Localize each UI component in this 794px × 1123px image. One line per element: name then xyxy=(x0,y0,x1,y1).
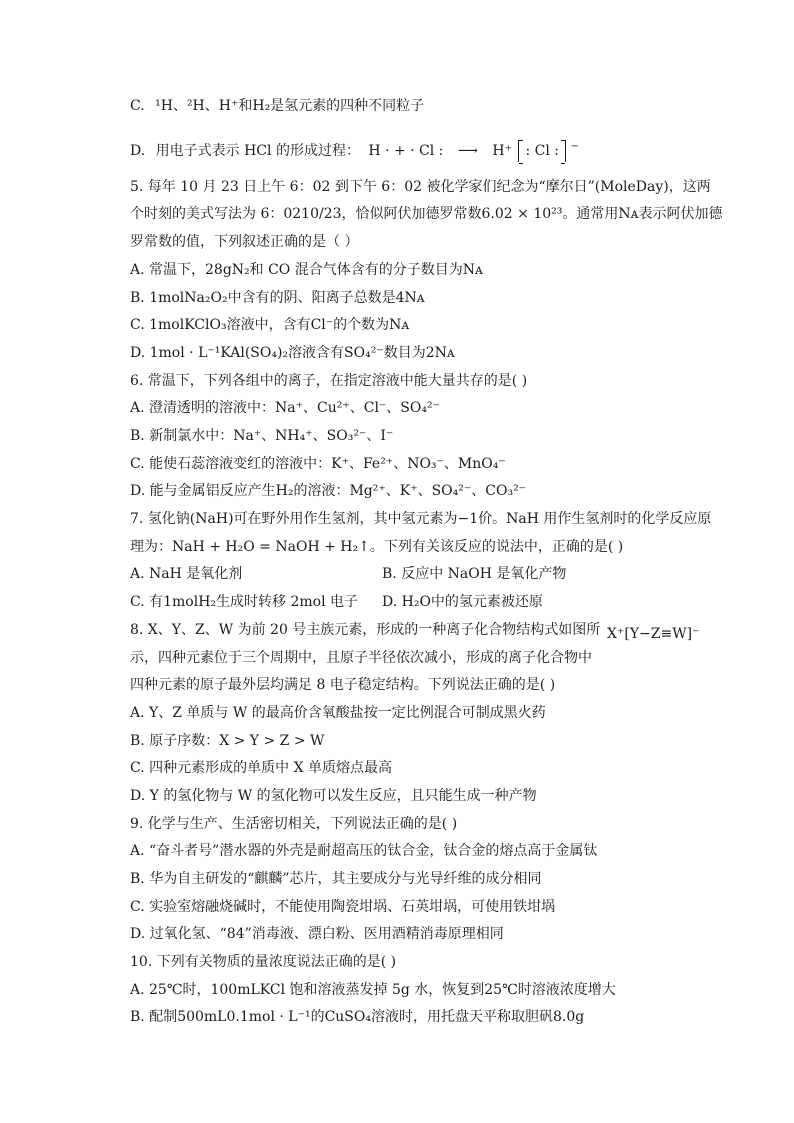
q6-option-d: D. 能与金属铝反应产生H₂的溶液：Mg²⁺、K⁺、SO₄²⁻、CO₃²⁻ xyxy=(130,483,527,499)
q9-option-b: B. 华为自主研发的“麒麟”芯片，其主要成分与光导纤维的成分相同 xyxy=(130,871,542,887)
q7-option-b: B. 反应中 NaOH 是氧化产物 xyxy=(382,566,567,582)
lewis-reactants: H · + · Cl : xyxy=(368,143,444,159)
q8-option-b: B. 原子序数：X > Y > Z > W xyxy=(130,733,325,749)
q5-option-a: A. 常温下，28gN₂和 CO 混合气体含有的分子数目为Nᴀ xyxy=(130,262,483,278)
lewis-cl-ion: : Cl : xyxy=(525,143,559,159)
q10-stem: 10. 下列有关物质的量浓度说法正确的是( ) xyxy=(130,954,397,970)
option-d-line xyxy=(130,137,579,162)
q9-option-d: D. 过氧化氢、“84”消毒液、漂白粉、医用酒精消毒原理相同 xyxy=(130,926,504,942)
q8-option-a: A. Y、Z 单质与 W 的最高价含氧酸盐按一定比例混合可制成黑火药 xyxy=(130,705,546,721)
q7-option-a: A. NaH 是氧化剂 xyxy=(130,566,243,582)
q8-structure-formula: X⁺[Y−Z≡W]⁻ xyxy=(607,626,700,642)
q8-option-d: D. Y 的氢化物与 W 的氢化物可以发生反应，且只能生成一种产物 xyxy=(130,788,537,804)
q5-option-d: D. 1mol · L⁻¹KAl(SO₄)₂溶液含有SO₄²⁻数目为2Nᴀ xyxy=(130,345,455,361)
q8-stem-line1: 8. X、Y、Z、W 为前 20 号主族元素，形成的一种离子化合物结构式如图所 xyxy=(130,622,601,638)
q8-stem-line2: 示，四种元素位于三个周期中，且原子半径依次减小，形成的离子化合物中 xyxy=(130,650,592,666)
q5-stem-line2: 个时刻的美式写法为 6：0210/23，恰似阿伏加德罗常数6.02 × 10²³。通常用Nᴀ表示阿伏加德 xyxy=(130,206,723,222)
lewis-h-ion: H⁺ xyxy=(492,143,512,159)
q8-option-c: C. 四种元素形成的单质中 X 单质熔点最高 xyxy=(130,760,392,776)
option-label: C. xyxy=(130,98,145,114)
q6-option-a: A. 澄清透明的溶液中：Na⁺、Cu²⁺、Cl⁻、SO₄²⁻ xyxy=(130,400,440,416)
q6-option-b: B. 新制氯水中：Na⁺、NH₄⁺、SO₃²⁻、I⁻ xyxy=(130,428,394,444)
option-text: 用电子式表示 HCl 的形成过程： xyxy=(155,143,360,159)
option-label: D. xyxy=(130,143,146,159)
q9-stem: 9. 化学与生产、生活密切相关，下列说法正确的是( ) xyxy=(130,816,458,832)
q7-stem-line1: 7. 氢化钠(NaH)可在野外用作生氢剂，其中氢元素为−1价。NaH 用作生氢剂时的化学反应原 xyxy=(130,511,712,527)
lewis-cl-bracket xyxy=(518,140,566,162)
q5-option-b: B. 1molNa₂O₂中含有的阴、阳离子总数是4Nᴀ xyxy=(130,290,425,306)
q9-option-c: C. 实验室熔融烧碱时，不能使用陶瓷坩埚、石英坩埚，可使用铁坩埚 xyxy=(130,899,556,915)
option-text: ¹H、²H、H⁺和H₂是氢元素的四种不同粒子 xyxy=(155,98,425,114)
q6-option-c: C. 能使石蕊溶液变红的溶液中：K⁺、Fe²⁺、NO₃⁻、MnO₄⁻ xyxy=(130,456,506,472)
q7-stem-line2: 理为：NaH + H₂O = NaOH + H₂↑。下列有关该反应的说法中，正确的是( ) xyxy=(130,539,624,555)
option-c-line xyxy=(130,96,424,116)
q5-stem-line3: 罗常数的值，下列叙述正确的是（ ） xyxy=(130,234,359,250)
q10-option-b: B. 配制500mL0.1mol · L⁻¹的CuSO₄溶液时，用托盘天平称取胆矾8.0g xyxy=(130,1009,585,1025)
reaction-arrow: ⟶ xyxy=(457,143,478,159)
q7-option-c: C. 有1molH₂生成时转移 2mol 电子 xyxy=(130,594,359,610)
ion-charge: − xyxy=(570,141,579,152)
q8-stem-line3: 四种元素的原子最外层均满足 8 电子稳定结构。下列说法正确的是( ) xyxy=(130,677,556,693)
q5-option-c: C. 1molKClO₃溶液中，含有Cl⁻的个数为Nᴀ xyxy=(130,317,410,333)
q5-stem-line1: 5. 每年 10 月 23 日上午 6：02 到下午 6：02 被化学家们纪念为“摩尔日”(MoleDay)，这两 xyxy=(130,179,711,195)
q9-option-a: A. “奋斗者号”潜水器的外壳是耐超高压的钛合金，钛合金的熔点高于金属钛 xyxy=(130,843,598,859)
q10-option-a: A. 25℃时，100mLKCl 饱和溶液蒸发掉 5g 水，恢复到25℃时溶液浓度增大 xyxy=(130,982,616,998)
q6-stem: 6. 常温下，下列各组中的离子，在指定溶液中能大量共存的是( ) xyxy=(130,373,528,389)
q7-option-d: D. H₂O中的氢元素被还原 xyxy=(382,594,543,610)
